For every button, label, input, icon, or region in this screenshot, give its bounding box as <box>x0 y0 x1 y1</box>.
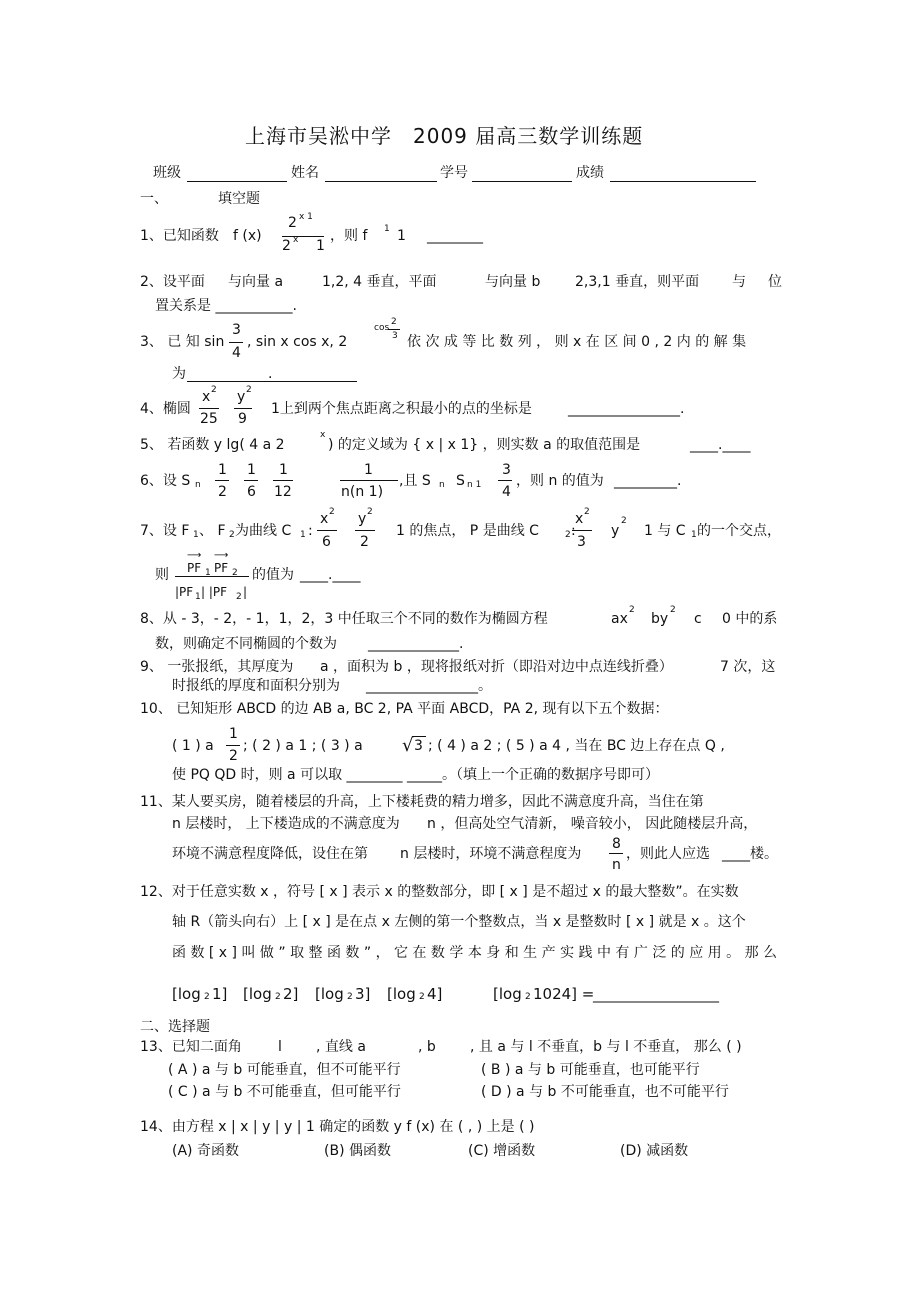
name-label: 姓名 <box>291 165 319 181</box>
option-a[interactable]: (A) 奇函数 <box>172 1143 239 1159</box>
answer-blank[interactable]: _________. <box>614 473 682 489</box>
id-field[interactable] <box>472 181 572 182</box>
option-c[interactable]: ( C ) a 与 b 不可能垂直，但可能平行 <box>168 1084 401 1100</box>
class-label: 班级 <box>153 165 181 181</box>
score-label: 成绩 <box>576 165 604 181</box>
page-title: 上海市吴淞中学 2009 届高三数学训练题 <box>245 124 644 148</box>
answer-blank[interactable]: 置关系是 ___________. <box>155 298 297 314</box>
answer-blank[interactable]: ____.____ <box>690 437 751 453</box>
answer-blank[interactable]: ________ <box>427 228 483 244</box>
option-d[interactable]: ( D ) a 与 b 不可能垂直，也不可能平行 <box>481 1084 729 1100</box>
option-a[interactable]: ( A ) a 与 b 可能垂直，但不可能平行 <box>168 1062 401 1078</box>
option-d[interactable]: (D) 减函数 <box>620 1143 689 1159</box>
answer-blank[interactable]: _____________. <box>368 636 464 652</box>
answer-blank[interactable]: ____.____ <box>300 567 361 583</box>
name-field[interactable] <box>325 181 437 182</box>
option-c[interactable]: (C) 增函数 <box>468 1143 536 1159</box>
answer-blank[interactable]: __________________ <box>593 987 719 1003</box>
section-number: 一、 <box>140 191 168 207</box>
score-field[interactable] <box>610 181 756 182</box>
option-b[interactable]: (B) 偶函数 <box>324 1143 391 1159</box>
section-title: 二、选择题 <box>140 1019 210 1035</box>
class-field[interactable] <box>187 181 287 182</box>
answer-blank[interactable]: ____楼。 <box>722 846 778 862</box>
id-label: 学号 <box>440 165 468 181</box>
answer-blank[interactable]: ________________。 <box>366 678 492 694</box>
section-title: 填空题 <box>218 191 260 207</box>
option-b[interactable]: ( B ) a 与 b 可能垂直，也可能平行 <box>481 1062 700 1078</box>
answer-blank[interactable]: ________________. <box>568 401 685 417</box>
